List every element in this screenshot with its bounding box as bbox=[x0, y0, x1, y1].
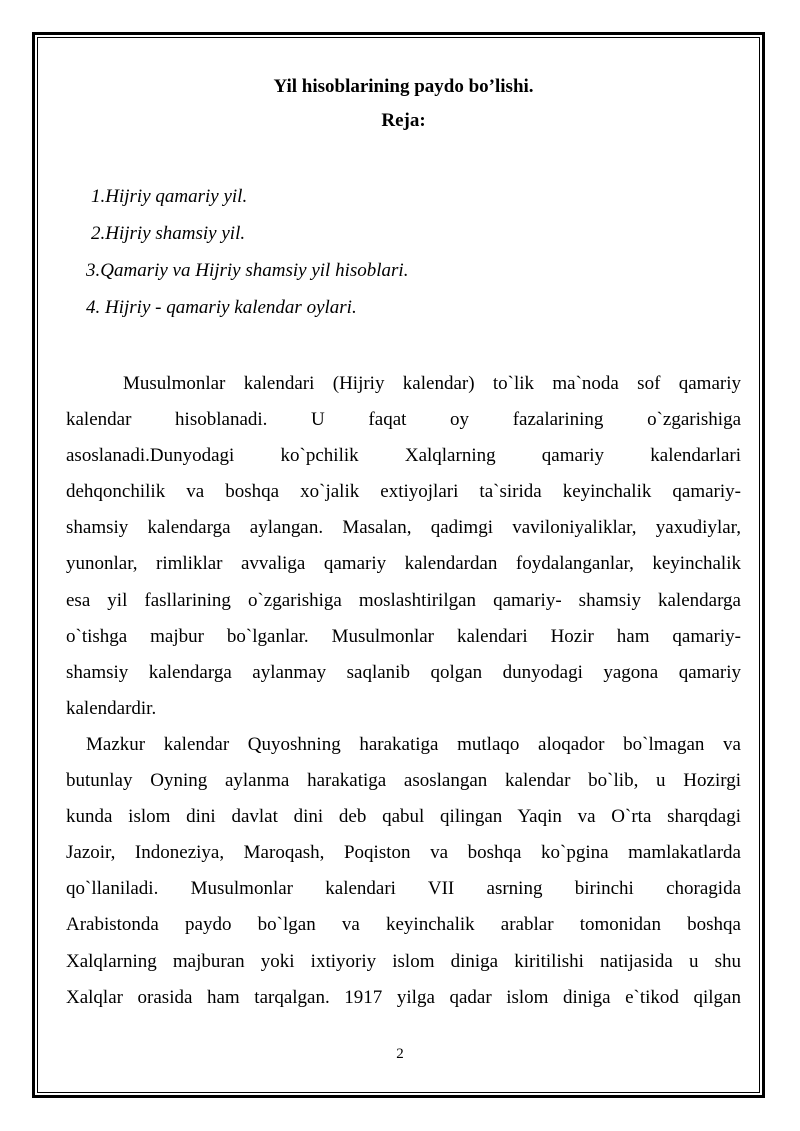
plan-item: 4. Hijriy - qamariy kalendar oylari. bbox=[86, 297, 357, 318]
page-number: 2 bbox=[396, 1046, 404, 1062]
paragraph-line: shamsiy kalendarga aylangan. Masalan, qadimgi vaviloniyaliklar, yaxudiylar, bbox=[66, 517, 741, 539]
paragraph-line: Musulmonlar kalendari (Hijriy kalendar) to`lik ma`noda sof qamariy bbox=[123, 373, 741, 394]
paragraph-line: kunda islom dini davlat dini deb qabul qilingan Yaqin va O`rta sharqdagi bbox=[66, 806, 741, 828]
plan-list bbox=[66, 178, 741, 326]
document-subtitle: Reja: bbox=[381, 110, 426, 131]
paragraph-1 bbox=[66, 366, 741, 727]
paragraph-line: shamsiy kalendarga aylanmay saqlanib qolgan dunyodagi yagona qamariy bbox=[66, 661, 741, 683]
paragraph-line: dehqonchilik va boshqa xo`jalik extiyojlari ta`sirida keyinchalik qamariy- bbox=[66, 481, 741, 503]
paragraph-line: Arabistonda paydo bo`lgan va keyinchalik arablar tomonidan boshqa bbox=[66, 914, 741, 936]
document-body bbox=[66, 70, 741, 1016]
paragraph-line: Xalqlarning majburan yoki ixtiyoriy islom diniga kiritilishi natijasida u shu bbox=[66, 950, 741, 972]
paragraph-line: kalendar hisoblanadi. U faqat oy fazalarining o`zgarishiga bbox=[66, 409, 741, 431]
paragraph-line: yunonlar, rimliklar avvaliga qamariy kalendardan foydalanganlar, keyinchalik bbox=[66, 553, 741, 575]
paragraph-line: esa yil fasllarining o`zgarishiga moslashtirilgan qamariy- shamsiy kalendarga bbox=[66, 589, 741, 611]
plan-item: 3.Qamariy va Hijriy shamsiy yil hisoblari. bbox=[86, 260, 409, 281]
paragraph-line: Jazoir, Indoneziya, Maroqash, Poqiston va boshqa ko`pgina mamlakatlarda bbox=[66, 842, 741, 864]
paragraph-line: asoslanadi.Dunyodagi ko`pchilik Xalqlarning qamariy kalendarlari bbox=[66, 445, 741, 467]
plan-item: 1.Hijriy qamariy yil. bbox=[91, 186, 248, 207]
paragraph-2 bbox=[66, 727, 741, 1016]
document-title: Yil hisoblarining paydo bo’lishi. bbox=[273, 76, 534, 97]
paragraph-line: qo`llaniladi. Musulmonlar kalendari VII asrning birinchi choragida bbox=[66, 878, 741, 900]
paragraph-line: butunlay Oyning aylanma harakatiga asoslangan kalendar bo`lib, u Hozirgi bbox=[66, 770, 741, 792]
paragraph-line: Xalqlar orasida ham tarqalgan. 1917 yilga qadar islom diniga e`tikod qilgan bbox=[66, 986, 741, 1008]
paragraph-line: o`tishga majbur bo`lganlar. Musulmonlar kalendari Hozir ham qamariy- bbox=[66, 625, 741, 647]
paragraph-line: kalendardir. bbox=[66, 697, 157, 719]
plan-item: 2.Hijriy shamsiy yil. bbox=[91, 223, 246, 244]
paragraph-line: Mazkur kalendar Quyoshning harakatiga mutlaqo aloqador bo`lmagan va bbox=[86, 733, 741, 755]
